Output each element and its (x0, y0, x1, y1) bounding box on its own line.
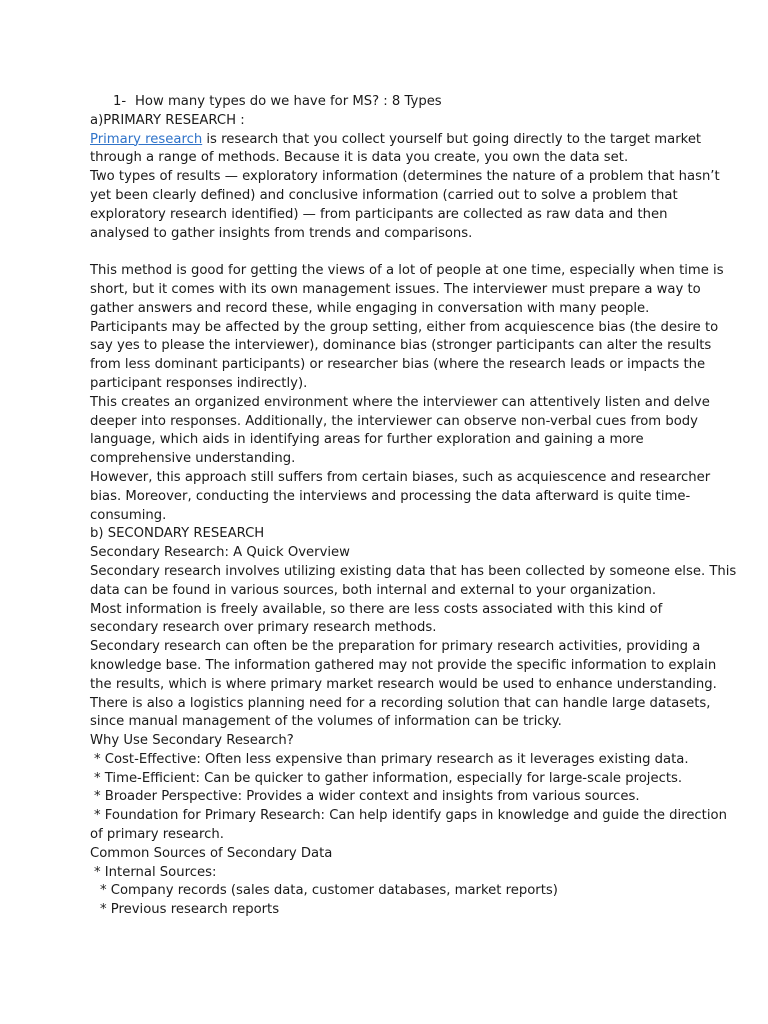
body-line: bias. Moreover, conducting the interviews and processing the data afterward is quite time- (90, 488, 691, 504)
bullet-item: * Broader Perspective: Provides a wider context and insights from various sources. (94, 789, 640, 805)
body-line: gather answers and record these, while engaging in conversation with many people. (90, 300, 650, 316)
body-line: deeper into responses. Additionally, the interviewer can observe non-verbal cues from body (90, 413, 698, 429)
question-line (90, 93, 684, 112)
body-line: language, which aids in identifying areas for further exploration and gaining a more (90, 432, 644, 448)
body-line: since manual management of the volumes of information can be tricky. (90, 714, 562, 730)
bullet-item: * Internal Sources: (94, 864, 217, 880)
body-line: from less dominant participants) or researcher bias (where the research leads or impacts the (90, 357, 706, 373)
body-line: say yes to please the interviewer), dominance bias (stronger participants can alter the results (90, 338, 712, 354)
body-line: Secondary research can often be the preparation for primary research activities, providing a (90, 639, 701, 655)
body-line: Participants may be affected by the group setting, either from acquiescence bias (the desire to (90, 319, 719, 335)
body-line: data can be found in various sources, both internal and external to your organization. (90, 582, 657, 598)
body-line: There is also a logistics planning need for a recording solution that can handle large datasets, (90, 695, 711, 711)
body-line: This method is good for getting the views of a lot of people at one time, especially when time is (90, 263, 724, 279)
body-line: Secondary research involves utilizing existing data that has been collected by someone else. This (90, 563, 737, 579)
body-line: knowledge base. The information gathered may not provide the specific information to explain (90, 657, 717, 673)
primary-research-link[interactable]: Primary research (90, 131, 203, 147)
body-line: short, but it comes with its own management issues. The interviewer must prepare a way to (90, 281, 701, 297)
bullet-continuation: of primary research. (90, 827, 224, 843)
blank-line (90, 243, 684, 262)
bullet-item: * Foundation for Primary Research: Can help identify gaps in knowledge and guide the direction (94, 808, 727, 824)
sub-bullet-item: * Company records (sales data, customer databases, market reports) (100, 883, 558, 899)
body-line: comprehensive understanding. (90, 451, 296, 467)
section-b-heading: b) SECONDARY RESEARCH (90, 526, 265, 542)
body-line: Most information is freely available, so there are less costs associated with this kind of (90, 601, 663, 617)
body-line: is research that you collect yourself but going directly to the target market (202, 131, 702, 147)
body-line: This creates an organized environment where the interviewer can attentively listen and delve (90, 394, 710, 410)
body-line: consuming. (90, 507, 167, 523)
document-body (90, 93, 737, 920)
subheading: Why Use Secondary Research? (90, 733, 294, 749)
bullet-item: * Cost-Effective: Often less expensive than primary research as it leverages existing data. (94, 751, 689, 767)
body-line: exploratory research identified) — from participants are collected as raw data and then (90, 206, 668, 222)
subheading: Common Sources of Secondary Data (90, 845, 333, 861)
body-line: through a range of methods. Because it is data you create, you own the data set. (90, 150, 629, 166)
body-line: Two types of results — exploratory information (determines the nature of a problem that hasn’t (90, 169, 720, 185)
question-number: 1- (113, 94, 127, 109)
body-line: participant responses indirectly). (90, 375, 308, 391)
subheading: Secondary Research: A Quick Overview (90, 545, 350, 561)
body-line: secondary research over primary research methods. (90, 620, 437, 636)
sub-bullet-item: * Previous research reports (100, 902, 280, 918)
body-line: the results, which is where primary market research would be used to enhance understanding. (90, 676, 717, 692)
body-line: However, this approach still suffers from certain biases, such as acquiescence and researcher (90, 469, 711, 485)
question-text: How many types do we have for MS? : 8 Types (135, 94, 442, 109)
body-line: yet been clearly defined) and conclusive information (carried out to solve a problem that (90, 187, 678, 203)
primary-research-intro (90, 131, 702, 150)
section-a-heading: a)PRIMARY RESEARCH : (90, 112, 245, 128)
bullet-item: * Time-Efficient: Can be quicker to gather information, especially for large-scale projects. (94, 770, 683, 786)
body-line: analysed to gather insights from trends and comparisons. (90, 225, 473, 241)
